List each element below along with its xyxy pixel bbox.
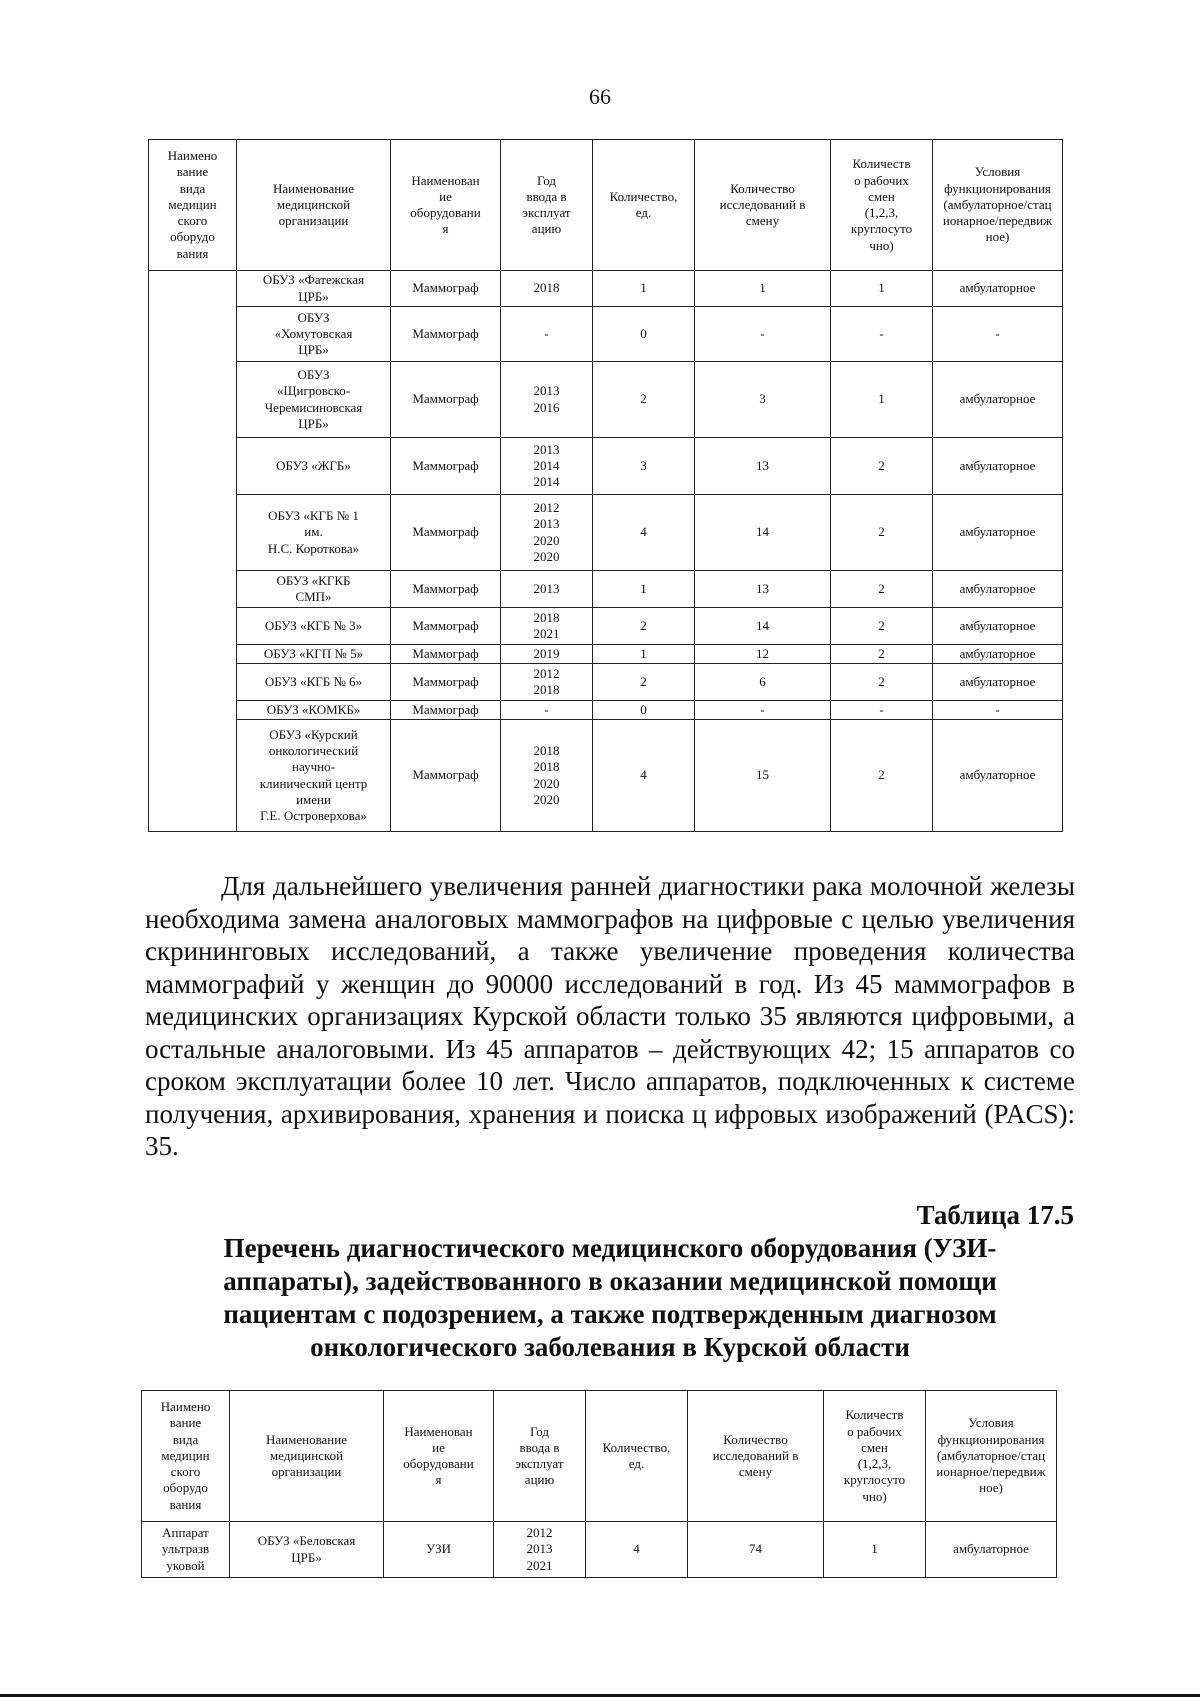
year-cell: 2012 2018	[501, 664, 593, 701]
qty-cell: 3	[593, 438, 695, 495]
year-cell: 2012 2013 2020 2020	[501, 495, 593, 571]
equipment-cell: Маммограф	[391, 720, 501, 832]
equipment-cell: УЗИ	[384, 1522, 494, 1578]
header-studies-per-shift: Количество исследований в смену	[695, 140, 831, 271]
equipment-cell: Маммограф	[391, 271, 501, 307]
header-shifts: Количеств о рабочих смен (1,2,3, круглосуто чно)	[831, 140, 933, 271]
shifts-cell: 1	[831, 362, 933, 438]
year-cell: 2013 2016	[501, 362, 593, 438]
shifts-cell: -	[831, 307, 933, 362]
mammograph-table	[148, 139, 1063, 832]
table-row	[149, 701, 1063, 720]
table-row	[149, 720, 1063, 832]
qty-cell: 4	[593, 495, 695, 571]
shifts-cell: 2	[831, 664, 933, 701]
qty-cell: 4	[593, 720, 695, 832]
studies-cell: 6	[695, 664, 831, 701]
org-cell: ОБУЗ «Фатежская ЦРБ»	[237, 271, 391, 307]
table-header-row	[149, 140, 1063, 271]
table-row	[149, 307, 1063, 362]
year-cell: -	[501, 701, 593, 720]
shifts-cell: -	[831, 701, 933, 720]
studies-cell: 12	[695, 645, 831, 664]
qty-cell: 2	[593, 664, 695, 701]
equipment-type-cell: Аппарат ультразв уковой	[142, 1522, 230, 1578]
qty-cell: 1	[593, 271, 695, 307]
org-cell: ОБУЗ «КОМКБ»	[237, 701, 391, 720]
qty-cell: 2	[593, 362, 695, 438]
qty-cell: 2	[593, 608, 695, 645]
header-organization: Наименование медицинской организации	[230, 1391, 384, 1522]
org-cell: ОБУЗ «КГБ № 3»	[237, 608, 391, 645]
conditions-cell: амбулаторное	[926, 1522, 1057, 1578]
qty-cell: 1	[593, 645, 695, 664]
org-cell: ОБУЗ «КГКБ СМП»	[237, 571, 391, 608]
org-cell: ОБУЗ «Щигровско- Черемисиновская ЦРБ»	[237, 362, 391, 438]
year-cell: -	[501, 307, 593, 362]
shifts-cell: 1	[831, 271, 933, 307]
studies-cell: 13	[695, 571, 831, 608]
table-row	[149, 608, 1063, 645]
header-conditions: Условия функционирования (амбулаторное/стац ионарное/передвиж ное)	[933, 140, 1063, 271]
conditions-cell: -	[933, 701, 1063, 720]
year-cell: 2018	[501, 271, 593, 307]
studies-cell: -	[695, 701, 831, 720]
qty-cell: 4	[586, 1522, 688, 1578]
equipment-cell: Маммограф	[391, 645, 501, 664]
table-row	[149, 571, 1063, 608]
equipment-cell: Маммограф	[391, 608, 501, 645]
studies-cell: 74	[688, 1522, 824, 1578]
equipment-type-cell	[149, 271, 237, 832]
table-row	[149, 645, 1063, 664]
equipment-cell: Маммограф	[391, 362, 501, 438]
conditions-cell: амбулаторное	[933, 608, 1063, 645]
header-studies-per-shift: Количество исследований в смену	[688, 1391, 824, 1522]
conditions-cell: амбулаторное	[933, 664, 1063, 701]
table-caption: Перечень диагностического медицинского оборудования (УЗИ-аппараты), задействованного в оказании медицинской помощи пациентам с подозрением, а также подтвержденным диагнозом онкологического заболевания в Курской области	[223, 1233, 997, 1362]
org-cell: ОБУЗ «КГП № 5»	[237, 645, 391, 664]
org-cell: ОБУЗ «Беловская ЦРБ»	[230, 1522, 384, 1578]
header-equipment-name: Наименован ие оборудовани я	[384, 1391, 494, 1522]
table-header-row	[142, 1391, 1057, 1522]
equipment-cell: Маммограф	[391, 664, 501, 701]
studies-cell: 14	[695, 608, 831, 645]
qty-cell: 0	[593, 701, 695, 720]
shifts-cell: 2	[831, 645, 933, 664]
year-cell: 2018 2021	[501, 608, 593, 645]
equipment-cell: Маммограф	[391, 307, 501, 362]
equipment-cell: Маммограф	[391, 701, 501, 720]
year-cell: 2019	[501, 645, 593, 664]
table-row	[142, 1522, 1057, 1578]
conditions-cell: амбулаторное	[933, 720, 1063, 832]
studies-cell: 1	[695, 271, 831, 307]
year-cell: 2013	[501, 571, 593, 608]
studies-cell: 15	[695, 720, 831, 832]
header-year: Год ввода в эксплуат ацию	[501, 140, 593, 271]
conditions-cell: амбулаторное	[933, 495, 1063, 571]
org-cell: ОБУЗ «Курский онкологический научно- клинический центр имени Г.Е. Островерхова»	[237, 720, 391, 832]
qty-cell: 1	[593, 571, 695, 608]
year-cell: 2012 2013 2021	[494, 1522, 586, 1578]
header-equipment-type: Наимено вание вида медицин ского оборудо вания	[149, 140, 237, 271]
page-number: 66	[589, 84, 611, 109]
equipment-cell: Маммограф	[391, 495, 501, 571]
conditions-cell: амбулаторное	[933, 571, 1063, 608]
org-cell: ОБУЗ «Хомутовская ЦРБ»	[237, 307, 391, 362]
shifts-cell: 2	[831, 438, 933, 495]
shifts-cell: 2	[831, 608, 933, 645]
equipment-cell: Маммограф	[391, 571, 501, 608]
header-year: Год ввода в эксплуат ацию	[494, 1391, 586, 1522]
year-cell: 2013 2014 2014	[501, 438, 593, 495]
org-cell: ОБУЗ «КГБ № 6»	[237, 664, 391, 701]
body-paragraph: Для дальнейшего увеличения ранней диагностики рака молочной железы необходима замена аналоговых маммографов на цифровые с целью увеличения скрининговых исследований, а также увеличение проведения количества маммографий у женщин до 90000 исследований в год. Из 45 маммографов в медицинских организациях Курской области только 35 являются цифровыми, а остальные аналоговыми. Из 45 аппаратов – действующих 42; 15 аппаратов со сроком эксплуатации более 10 лет. Число аппаратов, подключенных к системе получения, архивирования, хранения и поиска ц ифровых изображений (PACS): 35.	[145, 871, 1075, 1161]
conditions-cell: амбулаторное	[933, 438, 1063, 495]
studies-cell: 14	[695, 495, 831, 571]
conditions-cell: амбулаторное	[933, 645, 1063, 664]
header-equipment-name: Наименован ие оборудовани я	[391, 140, 501, 271]
ultrasound-table	[141, 1390, 1057, 1578]
qty-cell: 0	[593, 307, 695, 362]
conditions-cell: -	[933, 307, 1063, 362]
studies-cell: 13	[695, 438, 831, 495]
shifts-cell: 2	[831, 495, 933, 571]
equipment-cell: Маммограф	[391, 438, 501, 495]
shifts-cell: 2	[831, 720, 933, 832]
header-organization: Наименование медицинской организации	[237, 140, 391, 271]
org-cell: ОБУЗ «ЖГБ»	[237, 438, 391, 495]
table-row	[149, 438, 1063, 495]
page-bottom-rule	[0, 1694, 1200, 1697]
header-quantity: Количество, ед.	[593, 140, 695, 271]
table-row	[149, 271, 1063, 307]
header-quantity: Количество, ед.	[586, 1391, 688, 1522]
org-cell: ОБУЗ «КГБ № 1 им. Н.С. Короткова»	[237, 495, 391, 571]
shifts-cell: 2	[831, 571, 933, 608]
table-row	[149, 362, 1063, 438]
year-cell: 2018 2018 2020 2020	[501, 720, 593, 832]
header-shifts: Количеств о рабочих смен (1,2,3, круглосуто чно)	[824, 1391, 926, 1522]
conditions-cell: амбулаторное	[933, 362, 1063, 438]
conditions-cell: амбулаторное	[933, 271, 1063, 307]
table-row	[149, 664, 1063, 701]
header-conditions: Условия функционирования (амбулаторное/стац ионарное/передвиж ное)	[926, 1391, 1057, 1522]
shifts-cell: 1	[824, 1522, 926, 1578]
header-equipment-type: Наимено вание вида медицин ского оборудо вания	[142, 1391, 230, 1522]
table-label: Таблица 17.5	[916, 1200, 1074, 1230]
studies-cell: 3	[695, 362, 831, 438]
table-row	[149, 495, 1063, 571]
studies-cell: -	[695, 307, 831, 362]
